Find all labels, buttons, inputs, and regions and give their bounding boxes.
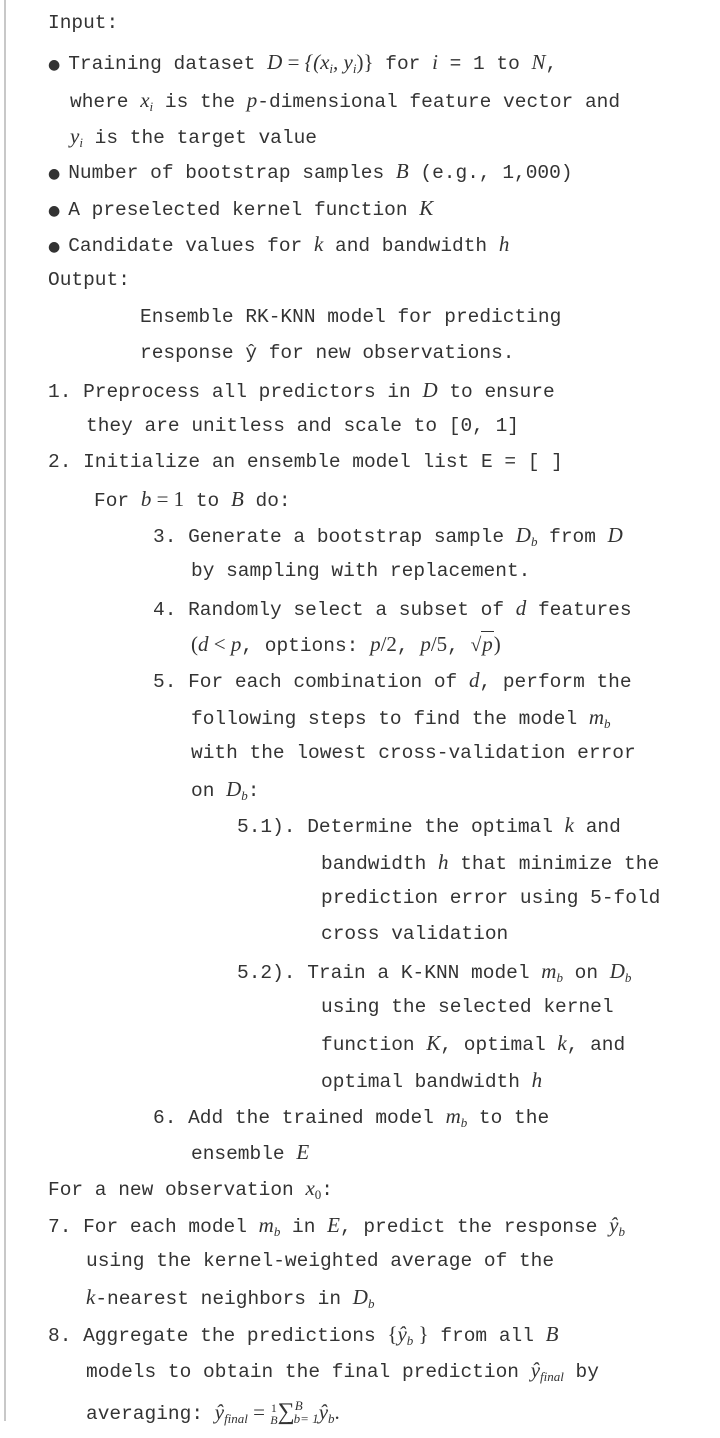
- step-number: 5.1).: [237, 816, 308, 838]
- math-close: )}: [356, 50, 374, 74]
- text: For a new observation: [48, 1179, 306, 1201]
- text: on: [562, 962, 610, 984]
- math-paren: ): [493, 632, 501, 656]
- text: for: [373, 53, 433, 75]
- math-sub: b: [406, 1333, 414, 1348]
- text: :: [247, 780, 260, 802]
- text: ,: [396, 635, 421, 657]
- step-5-2: [237, 952, 631, 990]
- step-5: [153, 661, 632, 699]
- math-sup: B: [294, 1398, 303, 1413]
- text: ,: [447, 635, 471, 657]
- text: is the: [153, 91, 247, 113]
- input-item-training-dataset-line3: [70, 117, 317, 155]
- math-x: x: [140, 88, 150, 112]
- text: following steps to find the model: [191, 708, 589, 730]
- text: , and: [566, 1034, 626, 1056]
- math-p: p: [230, 632, 242, 656]
- math-p: p: [482, 632, 493, 656]
- math-sub: b: [530, 534, 538, 549]
- math-h: h: [531, 1068, 543, 1092]
- math-div2: /2: [380, 632, 397, 656]
- step-7-line3: [86, 1278, 374, 1316]
- math-yhat: ŷ: [214, 1400, 225, 1424]
- math-sub: b: [604, 716, 611, 731]
- text: 6. Add the trained model: [153, 1107, 446, 1129]
- math-yhat: ŷ: [318, 1400, 329, 1424]
- text: -dimensional feature vector and: [257, 91, 621, 113]
- math-sub: b: [328, 1411, 335, 1426]
- text: with the lowest cross-validation error: [191, 742, 636, 764]
- step-4: [153, 589, 632, 627]
- text: where: [70, 91, 141, 113]
- text: , perform the: [479, 671, 632, 693]
- math-D: D: [607, 523, 623, 547]
- math-D: D: [226, 777, 242, 801]
- math-m: m: [588, 705, 605, 729]
- output-label-text: Output:: [48, 269, 130, 291]
- step-5-line4: [191, 770, 259, 808]
- math-x: x: [305, 1176, 315, 1200]
- math-B: B: [545, 1322, 559, 1346]
- math-k: k: [557, 1031, 567, 1055]
- math-sub: b: [241, 788, 248, 803]
- step-5-1: [237, 806, 621, 844]
- math-sub: i: [79, 135, 83, 150]
- math-d: d: [468, 668, 480, 692]
- math-D: D: [609, 959, 625, 983]
- text: 5. For each combination of: [153, 671, 469, 693]
- step-number: 5.2).: [237, 962, 308, 984]
- bullet-icon: ●: [48, 57, 61, 73]
- step-1-line2: [86, 407, 519, 445]
- input-item-training-dataset: [48, 43, 557, 81]
- math-brace: }: [413, 1322, 429, 1346]
- text: using the kernel-weighted average of the: [86, 1250, 555, 1272]
- math-set: {(x: [304, 50, 330, 74]
- math-sub: final: [224, 1411, 248, 1426]
- math-m: m: [258, 1213, 274, 1237]
- step-5-1-line4: [321, 915, 508, 953]
- step-3-line2: [191, 552, 530, 590]
- math-B: B: [395, 159, 409, 183]
- math-yhat: ŷ: [530, 1358, 541, 1382]
- math-yhat: ŷ: [397, 1322, 407, 1346]
- step-5-1-line2: [321, 843, 659, 881]
- math-D: D: [352, 1285, 368, 1309]
- text: ,: [545, 53, 558, 75]
- math-comma-y: , y: [333, 50, 353, 74]
- text: do:: [243, 490, 291, 512]
- text: , optimal: [440, 1034, 558, 1056]
- math-D: D: [515, 523, 531, 547]
- math-p: p: [246, 88, 258, 112]
- math-B: B: [230, 487, 244, 511]
- math-D: D: [267, 50, 283, 74]
- loop-header: [94, 480, 291, 518]
- math-period: .: [334, 1400, 340, 1424]
- math-K: K: [419, 196, 434, 220]
- text: function: [321, 1034, 427, 1056]
- math-d: d: [515, 596, 527, 620]
- math-m: m: [445, 1104, 461, 1128]
- math-h: h: [438, 850, 449, 874]
- input-item-kernel-function: [48, 189, 433, 227]
- math-sub: b: [273, 1224, 281, 1239]
- math-sub: b: [556, 970, 563, 985]
- input-item-bootstrap-samples: [48, 152, 573, 190]
- text: , predict the response: [339, 1216, 610, 1238]
- text: to ensure: [437, 381, 555, 403]
- text: from all: [428, 1325, 546, 1347]
- math-sub: b= 1: [293, 1411, 319, 1426]
- fraction-numerator: 1: [270, 1400, 277, 1415]
- bullet-icon: ●: [48, 239, 61, 255]
- step-5-line3: [191, 734, 636, 772]
- output-label: [48, 261, 130, 299]
- math-N: N: [531, 50, 546, 74]
- step-6: [153, 1097, 549, 1135]
- step-2: [48, 443, 563, 481]
- step-8-line3: [86, 1387, 340, 1425]
- text: in: [280, 1216, 328, 1238]
- sqrt-icon: √: [470, 635, 482, 656]
- math-paren: (: [191, 632, 198, 656]
- text: bandwidth: [321, 853, 439, 875]
- input-label: [48, 4, 118, 42]
- step-7-line2: [86, 1242, 554, 1280]
- text: using the selected kernel: [321, 996, 614, 1018]
- math-p: p: [420, 632, 431, 656]
- text: For: [94, 490, 141, 512]
- text: -nearest neighbors in: [95, 1288, 353, 1310]
- step-1: [48, 371, 555, 409]
- left-border-rule: [4, 0, 6, 1421]
- math-k: k: [313, 232, 324, 256]
- input-item-training-dataset-line2: [70, 81, 620, 119]
- text: to: [184, 490, 231, 512]
- text: on: [191, 780, 227, 802]
- step-8-line2: [86, 1351, 599, 1389]
- math-sub: final: [540, 1369, 564, 1384]
- step-5-2-line2: [321, 988, 614, 1026]
- math-sub: b: [618, 1224, 625, 1239]
- math-h: h: [498, 232, 510, 256]
- input-item-candidate-values: [48, 225, 509, 263]
- math-sub: 0: [314, 1187, 322, 1202]
- text: :: [321, 1179, 333, 1201]
- output-description-line2: [140, 334, 514, 372]
- math-k: k: [564, 813, 574, 837]
- math-eq: =: [247, 1400, 271, 1424]
- text: ensemble: [191, 1143, 297, 1165]
- output-description-line1: [140, 298, 561, 336]
- math-p: p: [370, 632, 381, 656]
- math-E: E: [296, 1140, 310, 1164]
- text: averaging:: [86, 1403, 215, 1425]
- text: Number of bootstrap samples: [68, 162, 396, 184]
- text: and bandwidth: [323, 235, 499, 257]
- math-brace: {: [387, 1322, 398, 1346]
- text: 1. Preprocess all predictors in: [48, 381, 423, 403]
- math-sub: b: [460, 1115, 468, 1130]
- step-5-2-line3: [321, 1024, 625, 1062]
- math-eq: =: [282, 50, 305, 74]
- step-8: [48, 1315, 558, 1353]
- text: they are unitless and scale to [0, 1]: [86, 415, 519, 437]
- text: 2. Initialize an ensemble model list E = [ ]: [48, 451, 563, 473]
- text: Training dataset: [68, 53, 268, 75]
- math-div5: /5: [430, 632, 448, 656]
- math-sub: b: [367, 1296, 375, 1311]
- step-5-2-line4: [321, 1061, 542, 1099]
- math-b: b: [140, 487, 152, 511]
- math-sub: i: [352, 61, 357, 76]
- text: cross validation: [321, 923, 509, 945]
- math-y: y: [70, 124, 80, 148]
- text: and: [574, 816, 621, 838]
- math-K: K: [426, 1031, 441, 1055]
- math-i: i: [432, 50, 438, 74]
- text: Determine the optimal: [307, 816, 565, 838]
- text: A preselected kernel function: [68, 199, 420, 221]
- math-yhat: ŷ: [609, 1213, 619, 1237]
- new-observation-header: [48, 1169, 333, 1207]
- sum-icon: ∑: [277, 1399, 295, 1425]
- math-sub: i: [149, 99, 154, 114]
- text: is the target value: [82, 127, 317, 149]
- text: , options:: [241, 635, 371, 657]
- text: features: [526, 599, 632, 621]
- text: optimal bandwidth: [321, 1071, 532, 1093]
- math-D: D: [422, 378, 438, 402]
- text: by sampling with replacement.: [191, 560, 531, 582]
- text: Candidate values for: [68, 235, 314, 257]
- text: for new observations.: [257, 342, 515, 364]
- text: (e.g., 1,000): [408, 162, 573, 184]
- math-sub: b: [624, 970, 632, 985]
- fraction: [270, 1402, 277, 1426]
- bullet-icon: ●: [48, 203, 61, 219]
- text: Ensemble RK-KNN model for predicting: [140, 306, 562, 328]
- step-3: [153, 516, 623, 554]
- text: to the: [467, 1107, 550, 1129]
- math-eq: = 1: [151, 487, 185, 511]
- bullet-icon: ●: [48, 166, 61, 182]
- text: Train a K-KNN model: [307, 962, 542, 984]
- fraction-denominator: B: [270, 1412, 278, 1427]
- text: 8. Aggregate the predictions: [48, 1325, 388, 1347]
- step-7: [48, 1206, 625, 1244]
- text: from: [537, 526, 608, 548]
- math-lt: <: [208, 632, 231, 656]
- math-E: E: [327, 1213, 340, 1237]
- math-yhat: ŷ: [245, 342, 258, 364]
- input-label-text: Input:: [48, 12, 119, 34]
- text: 3. Generate a bootstrap sample: [153, 526, 516, 548]
- text: = 1 to: [437, 53, 532, 75]
- text: 7. For each model: [48, 1216, 259, 1238]
- math-d: d: [198, 632, 209, 656]
- math-k: k: [86, 1285, 96, 1309]
- text: 4. Randomly select a subset of: [153, 599, 516, 621]
- text: response: [140, 342, 246, 364]
- text: models to obtain the final prediction: [86, 1361, 531, 1383]
- text: by: [563, 1361, 599, 1383]
- step-6-line2: [191, 1133, 309, 1171]
- math-m: m: [541, 959, 557, 983]
- math-sub: i: [329, 61, 334, 76]
- step-5-line2: [191, 698, 611, 736]
- text: prediction error using 5-fold: [321, 887, 661, 909]
- step-4-line2: [191, 625, 501, 663]
- step-5-1-line3: [321, 879, 660, 917]
- text: that minimize the: [448, 853, 660, 875]
